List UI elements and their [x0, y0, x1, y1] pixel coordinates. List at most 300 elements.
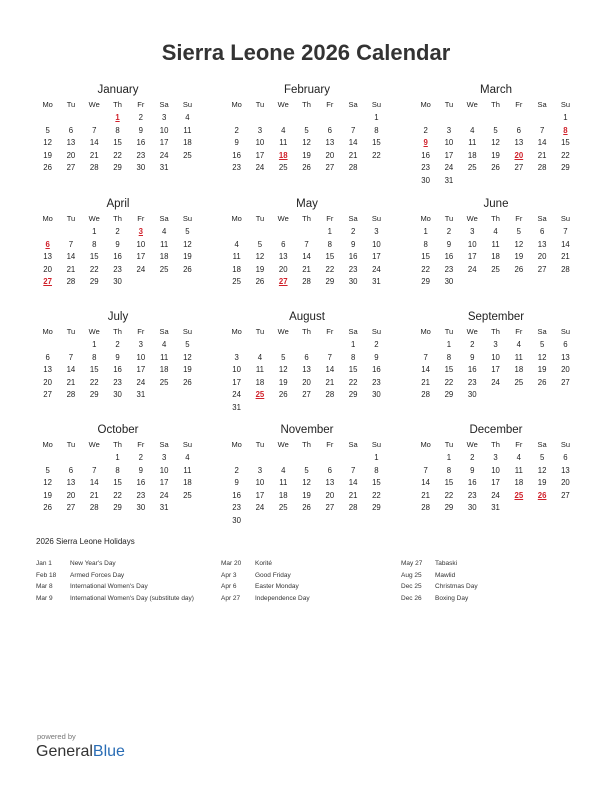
calendar-day: 23	[444, 264, 454, 274]
calendar-day: 15	[444, 365, 454, 375]
holiday-name: Christmas Day	[435, 583, 478, 591]
calendar-day: 25	[232, 277, 241, 287]
calendar-day: 3	[493, 453, 498, 462]
calendar-day: 31	[444, 175, 454, 185]
calendar-day: 19	[183, 252, 192, 262]
calendar-day: 22	[348, 377, 358, 387]
calendar-day: 26	[43, 503, 52, 513]
calendar-day: 6	[304, 352, 309, 362]
calendar-day: 15	[89, 252, 99, 262]
calendar-day: 31	[491, 503, 500, 513]
calendar-day: 24	[467, 264, 477, 274]
calendar-day: 8	[423, 239, 428, 249]
month-name: May	[296, 198, 318, 210]
calendar-day: 27	[514, 163, 524, 173]
calendar-day: 15	[89, 365, 99, 375]
brand-logo[interactable]	[36, 743, 125, 761]
calendar-day: 4	[161, 340, 167, 349]
calendar-day: 30	[136, 163, 146, 173]
calendar-day: 7	[68, 352, 74, 362]
empty-day	[507, 112, 530, 125]
calendar-day: 4	[161, 227, 167, 236]
weekday-header: Mo	[42, 214, 53, 223]
calendar-day: 30	[136, 503, 146, 513]
empty-day	[248, 112, 271, 125]
calendar-day: 31	[372, 277, 381, 287]
calendar-day: 5	[304, 465, 309, 475]
empty-day	[83, 452, 106, 465]
calendar-day: 19	[537, 478, 547, 488]
weekday-header: Sa	[348, 440, 358, 449]
calendar-day: 3	[257, 125, 263, 135]
calendar-day: 29	[561, 163, 570, 173]
calendar-day: 3	[470, 227, 475, 236]
holiday-day: 27	[43, 277, 52, 287]
powered-by: powered by	[37, 732, 76, 741]
calendar-day: 1	[92, 227, 97, 236]
empty-day	[341, 112, 364, 125]
calendar-day: 26	[183, 264, 192, 274]
weekday-header: Fr	[326, 440, 334, 449]
weekday-header: Sa	[159, 214, 169, 223]
calendar-day: 18	[278, 490, 288, 500]
calendar-day: 1	[563, 113, 568, 122]
month-name: January	[97, 84, 139, 96]
weekday-header: Fr	[515, 100, 523, 109]
weekday-header: Tu	[66, 100, 76, 109]
weekday-header: Th	[113, 100, 122, 109]
holiday-date: Dec 25	[401, 583, 422, 591]
calendar-day: 21	[89, 490, 99, 500]
holiday-date: Apr 3	[221, 571, 237, 579]
empty-day	[318, 339, 341, 352]
holiday-row	[401, 593, 581, 605]
empty-day	[59, 226, 82, 239]
calendar-day: 22	[444, 377, 454, 387]
calendar-day: 6	[327, 465, 332, 475]
calendar-day: 24	[232, 390, 241, 400]
holiday-row	[221, 593, 401, 605]
holiday-row	[401, 558, 581, 570]
weekday-header: Th	[491, 214, 500, 223]
calendar-day: 17	[255, 490, 265, 500]
calendar-day: 10	[159, 125, 169, 135]
holiday-row	[401, 570, 581, 582]
calendar-day: 29	[113, 163, 122, 173]
calendar-day: 22	[372, 150, 381, 160]
calendar-day: 2	[138, 453, 143, 462]
month-name: March	[480, 84, 512, 96]
empty-day	[225, 112, 248, 125]
calendar-day: 7	[68, 239, 74, 249]
empty-day	[36, 452, 59, 465]
calendar-day: 2	[234, 465, 239, 475]
calendar-day: 15	[372, 478, 381, 488]
holiday-date: Jan 1	[36, 560, 52, 567]
calendar-day: 2	[350, 227, 356, 236]
weekday-header: Tu	[444, 214, 454, 223]
calendar-day: 17	[372, 252, 381, 262]
calendar-day: 15	[113, 138, 122, 148]
holiday-row	[221, 558, 401, 570]
empty-day	[295, 452, 318, 465]
holiday-date: Apr 6	[221, 583, 237, 591]
calendar-day: 31	[232, 402, 241, 412]
weekday-header: Su	[182, 214, 193, 223]
calendar-day: 14	[561, 239, 570, 249]
month-july	[36, 310, 200, 402]
calendar-day: 25	[159, 264, 169, 274]
calendar-day: 1	[115, 453, 120, 462]
calendar-day: 22	[444, 490, 454, 500]
calendar-day: 22	[113, 150, 122, 160]
calendar-day: 2	[138, 113, 143, 122]
calendar-day: 28	[348, 503, 358, 513]
calendar-day: 17	[467, 252, 477, 262]
holiday-column	[36, 558, 216, 604]
calendar-day: 10	[372, 239, 381, 249]
calendar-day: 29	[444, 390, 454, 400]
calendar-day: 12	[255, 252, 265, 262]
holiday-column	[401, 558, 581, 604]
calendar-day: 12	[537, 465, 547, 475]
empty-day	[59, 452, 82, 465]
calendar-day: 30	[372, 390, 381, 400]
empty-day	[461, 112, 484, 125]
calendar-day: 31	[159, 163, 169, 173]
calendar-day: 10	[232, 365, 241, 375]
weekday-header: Su	[371, 100, 382, 109]
calendar-day: 20	[302, 377, 311, 387]
calendar-day: 19	[491, 150, 500, 160]
holiday-date: Mar 20	[221, 560, 242, 567]
calendar-day: 4	[234, 239, 239, 249]
calendar-day: 28	[89, 163, 99, 173]
calendar-day: 25	[183, 490, 192, 500]
weekday-header: Mo	[231, 327, 242, 336]
calendar-day: 9	[446, 239, 452, 249]
calendar-day: 27	[561, 377, 570, 387]
calendar-day: 6	[539, 227, 545, 236]
calendar-day: 6	[563, 453, 568, 462]
weekday-header: We	[88, 440, 100, 449]
calendar-day: 20	[43, 264, 52, 274]
empty-day	[437, 112, 460, 125]
month-name: September	[467, 311, 525, 323]
weekday-header: We	[88, 327, 100, 336]
calendar-day: 23	[136, 490, 146, 500]
calendar-day: 24	[136, 264, 146, 274]
month-name: August	[289, 311, 325, 323]
weekday-header: Su	[371, 327, 382, 336]
weekday-header: We	[466, 440, 478, 449]
holiday-day: 6	[45, 239, 50, 249]
calendar-day: 10	[159, 465, 169, 475]
calendar-day: 18	[514, 365, 524, 375]
empty-day	[318, 452, 341, 465]
calendar-day: 13	[43, 252, 52, 262]
calendar-day: 1	[446, 340, 452, 349]
calendar-day: 30	[467, 390, 477, 400]
holiday-day: 8	[563, 125, 568, 135]
calendar-day: 22	[89, 377, 99, 387]
calendar-day: 5	[493, 125, 498, 135]
weekday-header: Tu	[444, 327, 454, 336]
calendar-day: 2	[115, 340, 120, 349]
calendar-day: 26	[302, 503, 311, 513]
calendar-day: 7	[423, 352, 428, 362]
calendar-day: 22	[325, 264, 335, 274]
holiday-day: 25	[514, 490, 524, 500]
calendar-day: 7	[350, 125, 356, 135]
calendar-day: 8	[92, 352, 97, 362]
empty-day	[272, 452, 295, 465]
calendar-day: 26	[278, 390, 288, 400]
calendar-day: 4	[516, 340, 521, 349]
calendar-day: 26	[514, 264, 524, 274]
empty-day	[248, 226, 271, 239]
calendar-day: 13	[325, 138, 335, 148]
calendar-day: 13	[66, 138, 76, 148]
calendar-day: 24	[372, 264, 381, 274]
calendar-day: 27	[43, 390, 52, 400]
calendar-day: 21	[325, 377, 335, 387]
calendar-day: 27	[302, 390, 311, 400]
month-name: February	[283, 84, 331, 96]
calendar-day: 10	[491, 352, 500, 362]
weekday-header: We	[88, 214, 100, 223]
calendar-day: 14	[325, 365, 335, 375]
weekday-header: Sa	[537, 440, 547, 449]
calendar-day: 6	[327, 125, 332, 135]
holiday-name: International Women's Day (substitute day)	[70, 594, 194, 602]
calendar-day: 11	[160, 352, 169, 362]
calendar-day: 12	[302, 478, 311, 488]
calendar-day: 18	[467, 150, 477, 160]
calendar-day: 13	[66, 478, 76, 488]
holiday-name: New Year's Day	[70, 560, 116, 567]
calendar-day: 15	[421, 252, 430, 262]
calendar-day: 3	[374, 227, 379, 236]
empty-day	[484, 112, 507, 125]
holiday-name: Mawlid	[435, 571, 456, 579]
empty-day	[36, 339, 59, 352]
calendar-day: 2	[470, 340, 475, 349]
calendar-day: 22	[421, 264, 430, 274]
calendar-day: 28	[537, 163, 547, 173]
calendar-day: 9	[115, 352, 120, 362]
weekday-header: Th	[302, 100, 311, 109]
calendar-day: 21	[561, 252, 570, 262]
weekday-header: Sa	[159, 100, 169, 109]
weekday-header: We	[466, 100, 478, 109]
calendar-day: 9	[138, 465, 143, 475]
weekday-header: Fr	[326, 100, 334, 109]
calendar-day: 16	[136, 138, 146, 148]
calendar-day: 14	[89, 478, 99, 488]
month-november	[225, 423, 389, 528]
calendar-day: 30	[232, 515, 241, 525]
calendar-day: 5	[516, 227, 521, 236]
calendar-day: 10	[491, 465, 500, 475]
empty-day	[318, 112, 341, 125]
holiday-date: Mar 9	[36, 594, 53, 602]
weekday-header: Sa	[537, 100, 547, 109]
calendar-day: 24	[159, 150, 169, 160]
weekday-header: Tu	[66, 327, 76, 336]
calendar-day: 4	[516, 453, 521, 462]
weekday-header: Fr	[137, 100, 145, 109]
calendar-day: 9	[138, 125, 143, 135]
holiday-name: Tabaski	[435, 560, 458, 567]
weekday-header: Tu	[66, 440, 76, 449]
month-february	[225, 83, 389, 175]
calendar-day: 21	[537, 150, 547, 160]
calendar-day: 5	[185, 227, 190, 236]
calendar-day: 27	[537, 264, 547, 274]
calendar-day: 9	[374, 352, 379, 362]
month-september	[414, 310, 578, 402]
calendar-day: 8	[374, 465, 379, 475]
calendar-day: 16	[372, 365, 381, 375]
calendar-day: 22	[113, 490, 122, 500]
holiday-row	[36, 593, 216, 605]
calendar-day: 25	[183, 150, 192, 160]
weekday-header: Fr	[137, 440, 145, 449]
calendar-day: 26	[255, 277, 265, 287]
empty-day	[295, 226, 318, 239]
empty-day	[248, 452, 271, 465]
month-name: June	[483, 198, 509, 210]
calendar-day: 24	[255, 163, 265, 173]
weekday-header: Fr	[137, 327, 145, 336]
calendar-day: 5	[304, 125, 309, 135]
calendar-day: 10	[467, 239, 477, 249]
calendar-day: 17	[136, 252, 146, 262]
weekday-header: Th	[113, 214, 122, 223]
calendar-day: 18	[159, 252, 169, 262]
calendar-day: 31	[136, 390, 146, 400]
weekday-header: Su	[182, 100, 193, 109]
month-april	[36, 197, 200, 289]
holiday-day: 27	[278, 277, 288, 287]
calendar-day: 11	[491, 239, 500, 249]
calendar-day: 16	[232, 490, 241, 500]
calendar-day: 15	[444, 478, 454, 488]
calendar-day: 9	[470, 352, 475, 362]
calendar-day: 26	[302, 163, 311, 173]
calendar-day: 20	[561, 478, 570, 488]
holiday-name: Easter Monday	[255, 583, 299, 591]
calendar-day: 11	[232, 252, 241, 262]
calendar-day: 11	[514, 352, 523, 362]
weekday-header: Mo	[42, 440, 53, 449]
holiday-row	[36, 581, 216, 593]
calendar-day: 19	[514, 252, 524, 262]
calendar-day: 25	[159, 377, 169, 387]
empty-day	[225, 339, 248, 352]
calendar-day: 12	[183, 352, 192, 362]
weekday-header: Tu	[255, 440, 265, 449]
calendar-day: 16	[136, 478, 146, 488]
calendar-day: 28	[421, 390, 430, 400]
calendar-day: 3	[138, 340, 143, 349]
calendar-day: 25	[514, 377, 524, 387]
calendar-day: 13	[43, 365, 52, 375]
weekday-header: Th	[491, 100, 500, 109]
calendar-day: 28	[302, 277, 311, 287]
calendar-day: 30	[421, 175, 430, 185]
calendar-day: 13	[561, 465, 570, 475]
calendar-day: 17	[444, 150, 454, 160]
calendar-day: 8	[350, 352, 356, 362]
calendar-day: 22	[372, 490, 381, 500]
calendar-day: 27	[561, 490, 570, 500]
calendar-day: 16	[113, 252, 122, 262]
weekday-header: Fr	[515, 214, 523, 223]
weekday-header: Sa	[348, 100, 358, 109]
weekday-header: Mo	[42, 327, 53, 336]
calendar-day: 3	[161, 453, 167, 462]
calendar-day: 16	[444, 252, 454, 262]
calendar-day: 3	[446, 125, 452, 135]
calendar-day: 19	[302, 490, 311, 500]
calendar-day: 16	[348, 252, 358, 262]
calendar-day: 1	[327, 227, 332, 236]
calendar-day: 27	[325, 163, 335, 173]
weekday-header: Su	[560, 214, 571, 223]
calendar-day: 19	[43, 150, 52, 160]
calendar-day: 24	[491, 490, 500, 500]
calendar-day: 5	[539, 340, 545, 349]
calendar-day: 26	[183, 377, 192, 387]
empty-day	[295, 112, 318, 125]
calendar-day: 23	[467, 377, 477, 387]
calendar-day: 4	[493, 227, 498, 236]
calendar-day: 7	[563, 227, 568, 236]
weekday-header: Mo	[420, 327, 431, 336]
brand-blue: Blue	[92, 743, 125, 760]
calendar-day: 28	[325, 390, 335, 400]
weekday-header: Mo	[420, 440, 431, 449]
calendar-day: 29	[444, 503, 454, 513]
calendar-day: 4	[185, 113, 190, 122]
calendar-day: 25	[467, 163, 477, 173]
calendar-day: 17	[232, 377, 241, 387]
calendar-day: 23	[232, 503, 241, 513]
calendar-day: 14	[66, 252, 76, 262]
month-january	[36, 83, 200, 175]
calendar-day: 21	[348, 490, 358, 500]
calendar-day: 14	[537, 138, 547, 148]
empty-day	[272, 112, 295, 125]
calendar-day: 1	[423, 227, 428, 236]
calendar-day: 22	[89, 264, 99, 274]
month-name: November	[280, 424, 334, 436]
holiday-day: 9	[423, 138, 428, 148]
calendar-day: 23	[372, 377, 381, 387]
empty-day	[295, 339, 318, 352]
calendar-day: 29	[421, 277, 430, 287]
calendar-day: 12	[514, 239, 524, 249]
weekday-header: Tu	[444, 440, 454, 449]
calendar-day: 5	[281, 352, 286, 362]
calendar-day: 8	[327, 239, 332, 249]
weekday-header: Tu	[255, 100, 265, 109]
calendar-day: 12	[491, 138, 500, 148]
month-grid	[225, 212, 389, 289]
calendar-day: 14	[421, 478, 430, 488]
